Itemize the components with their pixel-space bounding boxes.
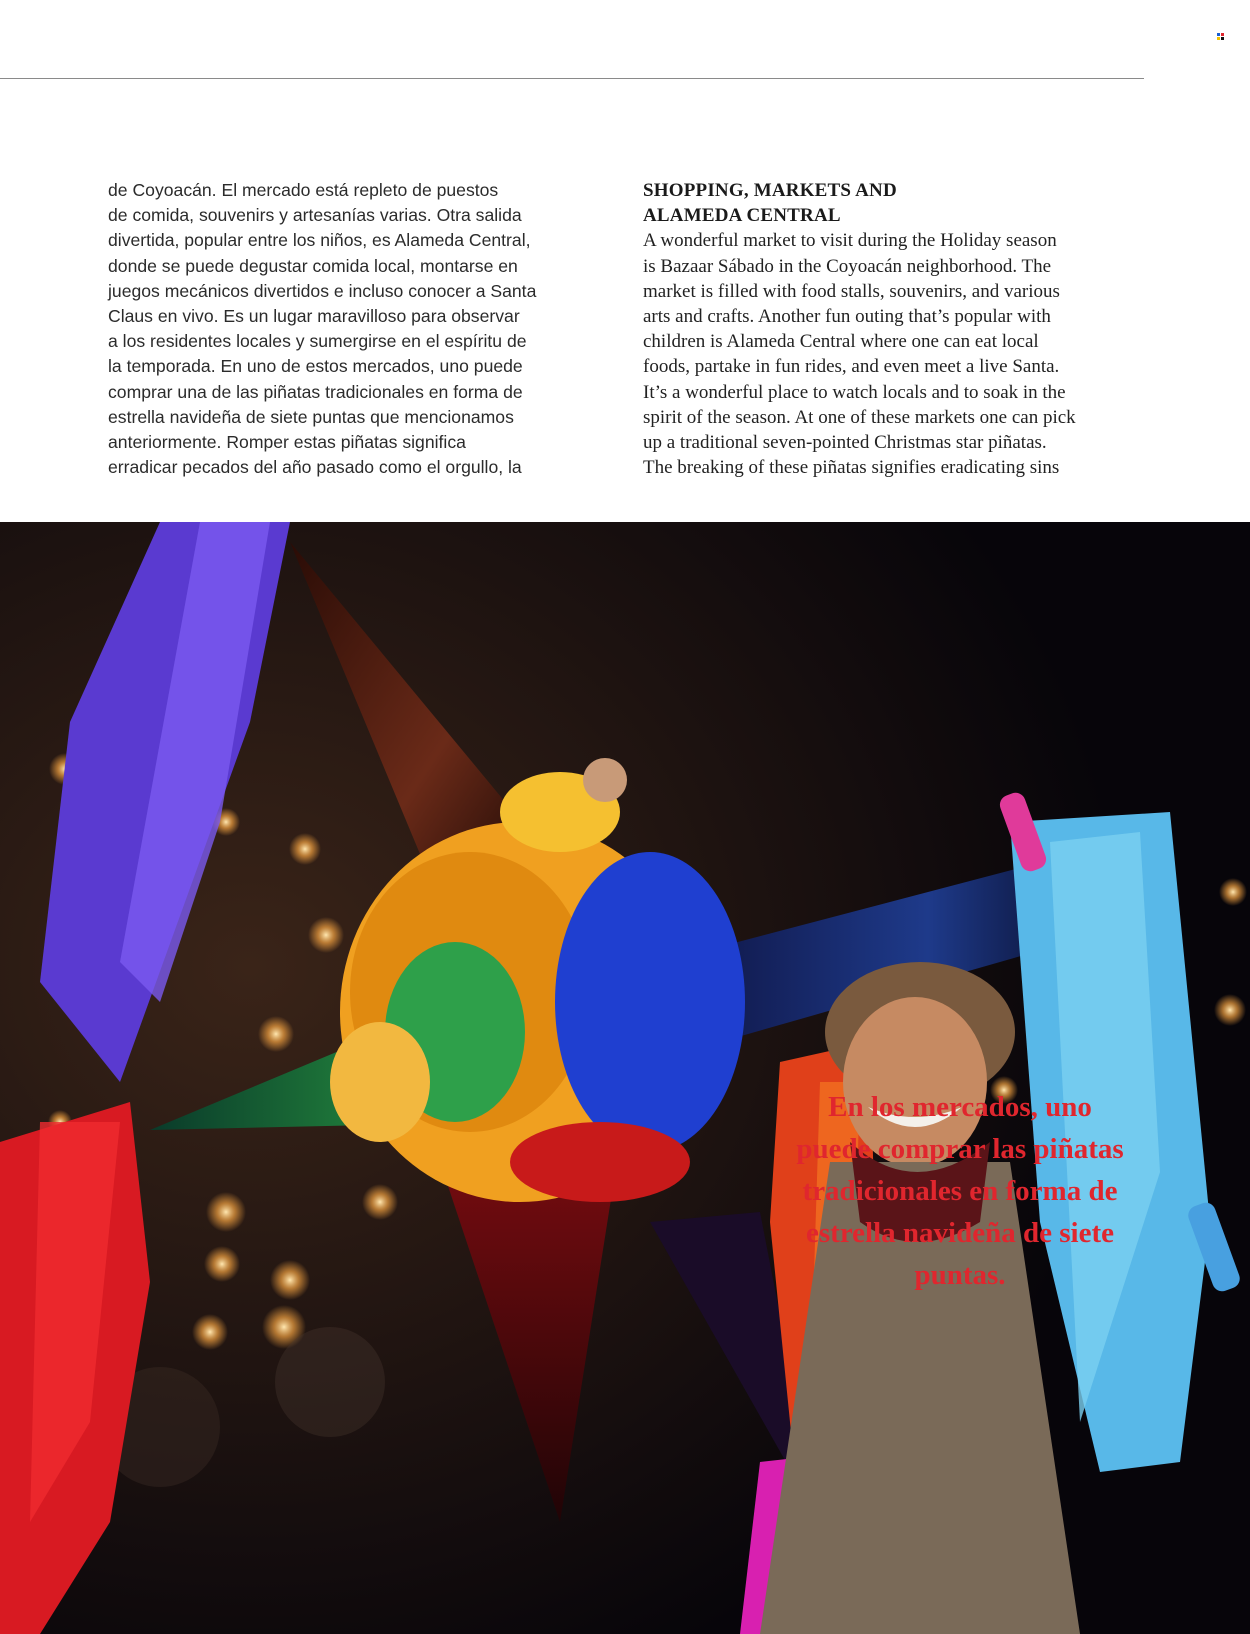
spanish-column xyxy=(108,178,628,480)
heading-line: ALAMEDA CENTRAL xyxy=(643,205,841,227)
spanish-line: de comida, souvenirs y artesanías varias. Otra salida xyxy=(108,205,522,226)
english-line: The breaking of these piñatas signifies eradicating sins xyxy=(643,457,1060,479)
spanish-line: la temporada. En uno de estos mercados, uno puede xyxy=(108,356,523,377)
english-line: is Bazaar Sábado in the Coyoacán neighborhood. The xyxy=(643,255,1052,277)
english-line: foods, partake in fun rides, and even meet a live Santa. xyxy=(643,356,1060,378)
english-line: up a traditional seven-pointed Christmas star piñatas. xyxy=(643,432,1047,454)
english-line: children is Alameda Central where one can eat local xyxy=(643,331,1039,353)
pull-quote-line: estrella navideña de siete xyxy=(806,1217,1114,1249)
spanish-line: donde se puede degustar comida local, montarse en xyxy=(108,255,518,276)
pull-quote-line: puede comprar las piñatas xyxy=(796,1133,1124,1165)
english-line: market is filled with food stalls, souvenirs, and various xyxy=(643,280,1060,302)
pinata-photo xyxy=(0,522,1250,1634)
english-line: spirit of the season. At one of these markets one can pick xyxy=(643,406,1076,428)
pull-quote-line: En los mercados, uno xyxy=(828,1091,1092,1123)
pull-quote-line: puntas. xyxy=(914,1259,1006,1291)
spanish-line: erradicar pecados del año pasado como el orgullo, la xyxy=(108,457,522,478)
spanish-line: Claus en vivo. Es un lugar maravilloso para observar xyxy=(108,306,520,327)
top-rule xyxy=(0,78,1144,79)
corner-color-mark xyxy=(1217,33,1224,40)
spanish-line: comprar una de las piñatas tradicionales en forma de xyxy=(108,381,523,402)
pinata-illustration xyxy=(0,522,1250,1634)
english-line: It’s a wonderful place to watch locals and to soak in the xyxy=(643,381,1066,403)
spanish-line: divertida, popular entre los niños, es Alameda Central, xyxy=(108,230,531,251)
english-line: A wonderful market to visit during the Holiday season xyxy=(643,230,1057,252)
english-line: arts and crafts. Another fun outing that’s popular with xyxy=(643,306,1051,328)
spanish-line: juegos mecánicos divertidos e incluso conocer a Santa xyxy=(108,280,537,301)
spanish-line: estrella navideña de siete puntas que mencionamos xyxy=(108,406,514,427)
section-heading xyxy=(643,178,1143,228)
heading-line: SHOPPING, MARKETS AND xyxy=(643,180,897,201)
spanish-line: de Coyoacán. El mercado está repleto de puestos xyxy=(108,180,499,200)
pull-quote xyxy=(720,1086,1200,1296)
spanish-line: anteriormente. Romper estas piñatas significa xyxy=(108,432,466,453)
spanish-line: a los residentes locales y sumergirse en el espíritu de xyxy=(108,331,527,352)
pull-quote-line: tradicionales en forma de xyxy=(802,1175,1118,1207)
english-column xyxy=(643,178,1143,480)
